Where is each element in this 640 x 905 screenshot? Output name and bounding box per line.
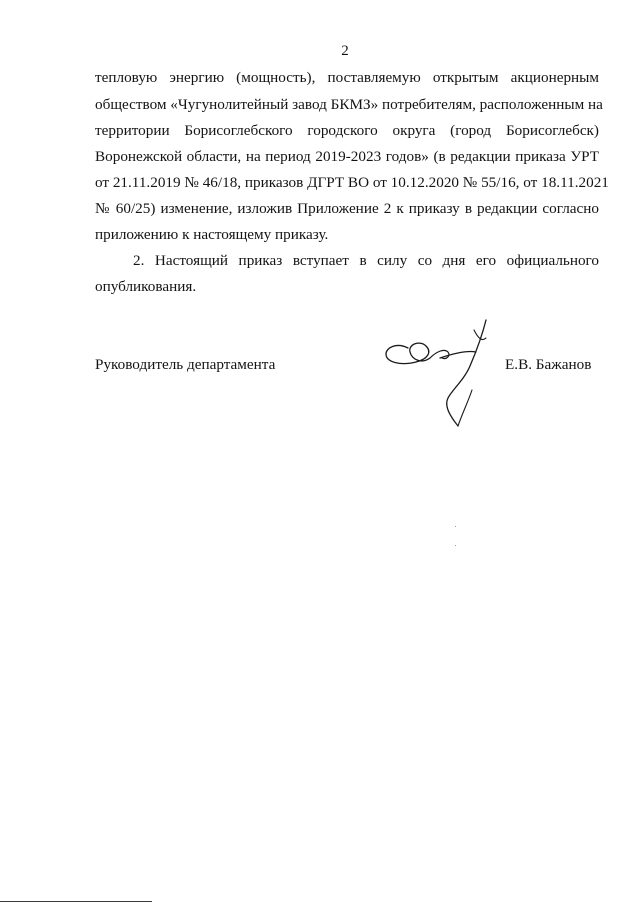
body-line-4: Воронежской области, на период 2019-2023 годов» (в редакции приказа УРТ bbox=[95, 148, 599, 165]
footnote-rule bbox=[0, 901, 152, 902]
body-line-2: обществом «Чугунолитейный завод БКМЗ» потребителям, расположенным на bbox=[95, 96, 603, 113]
body-line-6: № 60/25) изменение, изложив Приложение 2 к приказу в редакции согласно bbox=[95, 200, 599, 217]
body-line-8: 2. Настоящий приказ вступает в силу со дня его официального bbox=[133, 252, 599, 269]
scan-speck bbox=[455, 545, 456, 546]
body-line-5: от 21.11.2019 № 46/18, приказов ДГРТ ВО от 10.12.2020 № 55/16, от 18.11.2021 bbox=[95, 174, 609, 191]
body-line-3: территории Борисоглебского городского округа (город Борисоглебск) bbox=[95, 122, 599, 139]
signature-role: Руководитель департамента bbox=[95, 356, 276, 373]
body-line-7: приложению к настоящему приказу. bbox=[95, 226, 329, 243]
body-line-9: опубликования. bbox=[95, 278, 197, 295]
signature-name: Е.В. Бажанов bbox=[505, 356, 592, 373]
scan-speck bbox=[455, 526, 456, 527]
page-number: 2 bbox=[341, 43, 349, 59]
body-line-1: тепловую энергию (мощность), поставляемую открытым акционерным bbox=[95, 69, 599, 86]
handwritten-signature bbox=[378, 318, 503, 430]
